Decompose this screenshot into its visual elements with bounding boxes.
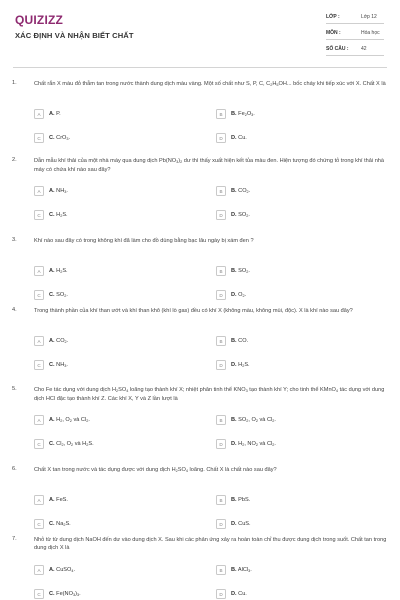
option-text: B. $Fe_2O_3$. [231,111,255,117]
option-letter-box[interactable]: A [34,266,44,276]
option-letter-box[interactable]: D [216,210,226,220]
option-text: D. $H_2S$. [231,362,250,368]
question-number: 7. [12,536,17,542]
option-text: B. $SO_2$. [231,268,250,274]
question-stem: Nhỏ từ từ dung dịch NaOH đến dư vào dung dịch X. Sau khi các phản ứng xảy ra hoàn toàn chỉ thu được dung dịch trong suốt. Chất tan trong dung dịch X là [34,537,387,552]
option-text: B. AlCl$_3$. [231,567,252,573]
worksheet-header [0,0,400,66]
option-text: A. $NH_3$. [49,188,68,194]
question-stem: Dẫn mẫu khí thải của một nhà máy qua dung dịch $Pb(NO_3)_2$ dư thì thấy xuất hiện kết tủa màu đen. Hiện tượng đó chứng tỏ trong khí thải nhà máy có chứa khí nào sau đây? [34,158,385,174]
worksheet-title: XÁC ĐỊNH VÀ NHẬN BIẾT CHẤT [15,31,134,40]
option-letter-box[interactable]: D [216,360,226,370]
option-letter-box[interactable]: A [34,186,44,196]
option-letter-box[interactable]: D [216,290,226,300]
option-letter-box[interactable]: D [216,519,226,529]
option-text: C. $Na_2S$. [49,521,71,527]
option-text: C. $H_2S$. [49,212,68,218]
question-stem: Chất rắn X màu đỏ thẫm tan trong nước thành dung dịch màu vàng. Một số chất như S, P, C, $C_2H_5OH$... bốc cháy khi tiếp xúc với X. Chất X là [34,81,386,87]
question-stem: Cho Fe tác dụng với dung dịch $H_2SO_4$ loãng tạo thành khí X; nhiệt phân tinh thể $KNO_3$ tạo thành khí Y; cho tinh thể KMnO$_4$ tác dụng với dung dịch HCl đặc tạo thành khí Z. Các khí X, Y và Z lần lượt là [34,387,385,403]
option-text: B. $CO_2$. [231,188,251,194]
option-text: D. $H_2$, $NO_2$ và $Cl_2$. [231,441,276,447]
option-letter-box[interactable]: C [34,290,44,300]
option-letter-box[interactable]: A [34,565,44,575]
option-letter-box[interactable]: D [216,589,226,599]
option-text: C. $Cl_2$, $O_2$ và $H_2S$. [49,441,94,447]
quizizz-logo: QUIZIZZ [15,13,64,27]
option-letter-box[interactable]: B [216,266,226,276]
meta-label: LỚP : [326,14,340,20]
option-letter-box[interactable]: B [216,415,226,425]
option-text: B. PbS. [231,497,251,503]
option-letter-box[interactable]: A [34,495,44,505]
option-text: C. $NH_3$. [49,362,68,368]
option-letter-box[interactable]: C [34,589,44,599]
option-text: A. FeS. [49,497,68,503]
option-letter-box[interactable]: C [34,439,44,449]
meta-underline [326,39,384,40]
option-text: D. Cu. [231,135,247,141]
option-letter-box[interactable]: B [216,495,226,505]
option-text: A. $H_2S$. [49,268,68,274]
option-letter-box[interactable]: B [216,565,226,575]
meta-value: 42 [361,46,367,52]
option-letter-box[interactable]: C [34,133,44,143]
option-letter-box[interactable]: C [34,210,44,220]
option-text: A. $CO_2$. [49,338,69,344]
meta-value: Lớp 12 [361,14,377,20]
option-text: D. $SO_2$. [231,212,250,218]
option-letter-box[interactable]: A [34,415,44,425]
meta-value: Hóa học [361,30,380,36]
question-number: 6. [12,466,17,472]
option-text: C. CrO$_3$. [49,135,71,141]
meta-label: MÔN : [326,30,341,36]
option-letter-box[interactable]: C [34,360,44,370]
option-letter-box[interactable]: D [216,439,226,449]
question-stem: Trong thành phần của khí than ướt và khí than khô (khí lò gas) đều có khí X (không màu, không mùi, độc). X là khí nào sau đây? [34,308,353,314]
header-divider [13,67,387,68]
option-letter-box[interactable]: A [34,109,44,119]
question-number: 2. [12,157,17,163]
option-text: D. Cu. [231,591,247,597]
question-number: 1. [12,80,17,86]
question-number: 4. [12,307,17,313]
meta-label: SỐ CÂU : [326,46,349,52]
question-stem: Khí nào sau đây có trong không khí đã làm cho đồ dùng bằng bạc lâu ngày bị xám đen ? [34,238,254,244]
option-text: B. CO. [231,338,249,344]
option-letter-box[interactable]: B [216,186,226,196]
meta-underline [326,55,384,56]
option-text: B. $SO_2$, $O_2$ và $Cl_2$. [231,417,276,423]
question-stem: Chất X tan trong nước và tác dụng được với dung dịch $H_2SO_4$ loãng. Chất X là chất nào sau đây? [34,467,277,473]
option-text: D. CuS. [231,521,251,527]
option-text: A. CuSO$_4$. [49,567,76,573]
option-text: A. P. [49,111,61,117]
question-number: 5. [12,386,17,392]
option-text: C. $SO_2$. [49,292,68,298]
meta-underline [326,23,384,24]
option-letter-box[interactable]: B [216,109,226,119]
question-number: 3. [12,237,17,243]
option-letter-box[interactable]: A [34,336,44,346]
option-letter-box[interactable]: D [216,133,226,143]
option-text: D. $O_2$. [231,292,247,298]
option-letter-box[interactable]: C [34,519,44,529]
option-text: A. $H_2$, $O_2$ và $Cl_2$. [49,417,90,423]
option-letter-box[interactable]: B [216,336,226,346]
option-text: C. $Fe(NO_3)_3$. [49,591,81,597]
